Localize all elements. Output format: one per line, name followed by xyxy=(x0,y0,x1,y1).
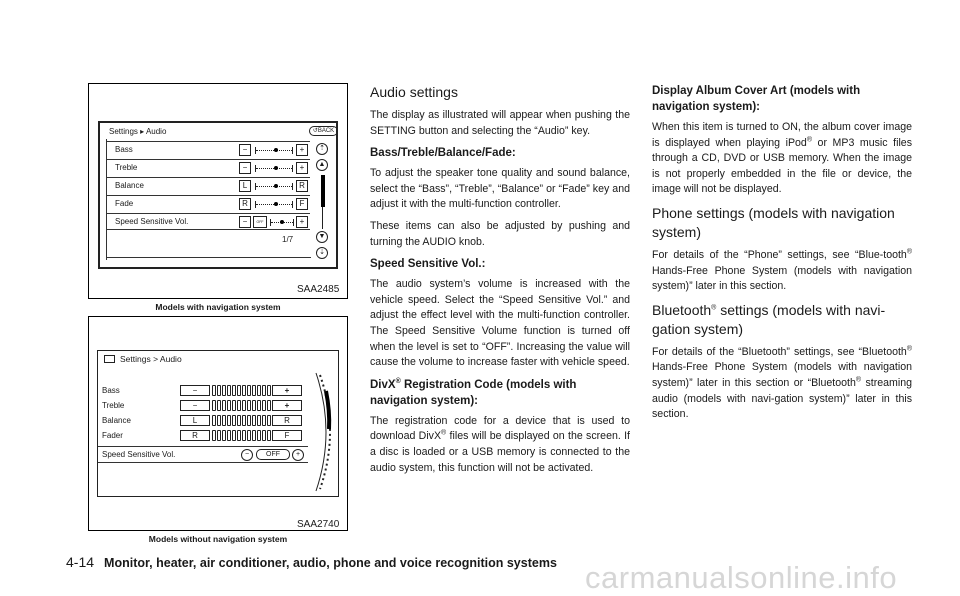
level-bar[interactable] xyxy=(212,415,271,426)
paragraph-text: Hands-Free Phone System (models with navigation system)” later in this section or “Bluetooth xyxy=(652,361,912,389)
paragraph-text: For details of the “Phone” settings, see “Blue-tooth xyxy=(652,248,907,261)
list-item-label: Fader xyxy=(102,431,123,440)
list-bottom-line xyxy=(106,257,311,258)
list-item-label: Bass xyxy=(102,386,120,395)
slider-bar[interactable] xyxy=(255,147,293,154)
slider-bar[interactable] xyxy=(255,201,293,208)
heading-text: DivX xyxy=(370,378,396,391)
off-button[interactable]: OFF xyxy=(253,216,267,228)
paragraph-speed: The audio system’s volume is increased with the vehicle speed. Select the “Speed Sensitive Vol.” and adjust the effect level with the multi-function controller. The Speed Sensitive Volume function is turned off when the level is set to “OFF”. Increasing the value will cause the volume to increase faster with vehicle speed. xyxy=(370,278,630,369)
slider-knob[interactable] xyxy=(280,220,284,224)
plus-button[interactable]: + xyxy=(296,162,308,174)
breadcrumb-audio: Audio xyxy=(145,127,167,136)
plus-button[interactable]: + xyxy=(292,449,304,461)
page-indicator: 1/7 xyxy=(282,235,294,244)
list-item-label: Balance xyxy=(115,181,144,190)
paragraph-phone xyxy=(652,248,912,295)
list-item-fader[interactable] xyxy=(98,428,308,445)
breadcrumb-arrow-icon: ▸ xyxy=(140,127,145,136)
heading-text: Registration Code (models with navigation system): xyxy=(370,378,577,407)
page-footer xyxy=(66,554,557,570)
level-bar[interactable] xyxy=(212,385,271,396)
list-item-bass[interactable] xyxy=(107,141,310,158)
paragraph-text: When this item is turned to ON, the album cover image is displayed when playing iPod xyxy=(652,121,912,149)
heading-text: Bluetooth xyxy=(652,301,712,318)
list-item-label: Balance xyxy=(102,416,131,425)
paragraph-text: files will be displayed on the screen. If a disc is loaded or a USB memory is connected to the audio system, this function will not be activated. xyxy=(370,430,630,474)
paragraph-bass: To adjust the speaker tone quality and sound balance, select the “Bass”, “Treble”, “Balance” or “Fade” key and adjust it with the multi-function controller. xyxy=(370,167,630,211)
registered-mark: ® xyxy=(806,136,812,144)
scroll-up-icon[interactable]: ▲ xyxy=(316,159,328,171)
minus-button[interactable]: − xyxy=(239,144,251,156)
section-title: Monitor, heater, air conditioner, audio, phone and voice recognition systems xyxy=(104,556,557,570)
paragraph-text: The registration code for a device that is used to download DivX xyxy=(370,414,630,443)
text-column-1 xyxy=(370,83,630,482)
list-item-label: Bass xyxy=(115,145,133,154)
left-button[interactable]: L xyxy=(180,415,210,426)
slider-knob[interactable] xyxy=(274,202,278,206)
heading-album-cover: Display Album Cover Art (models with navigation system): xyxy=(652,85,861,113)
settings-list xyxy=(98,367,308,493)
figure-caption: Models with navigation system xyxy=(155,302,281,312)
list-item-treble[interactable] xyxy=(107,159,310,176)
paragraph-text: For details of the “Bluetooth” settings, see “Bluetooth xyxy=(652,345,907,358)
slider-knob[interactable] xyxy=(274,166,278,170)
list-item-label: Treble xyxy=(102,401,125,410)
settings-list xyxy=(106,139,309,260)
figure-code: SAA2740 xyxy=(297,519,340,530)
scroll-down-icon[interactable]: ▼ xyxy=(316,231,328,243)
heading-divx xyxy=(370,377,630,409)
paragraph-display: The display as illustrated will appear when pushing the SETTING button and selecting the “Audio” key. xyxy=(370,109,630,137)
rear-button[interactable]: R xyxy=(239,198,251,210)
breadcrumb-settings: Settings xyxy=(109,127,138,136)
scroll-top-icon[interactable]: ⇡ xyxy=(316,143,328,155)
paragraph-divx xyxy=(370,414,630,476)
paragraph-text: streaming audio (models with navi-gation system)” later in this section. xyxy=(652,376,912,421)
registered-mark: ® xyxy=(711,304,717,312)
figure-navigation-audio xyxy=(88,83,348,299)
slider-bar[interactable] xyxy=(255,183,293,190)
back-label: BACK xyxy=(317,128,335,134)
registered-mark: ® xyxy=(395,377,401,385)
list-item-balance[interactable] xyxy=(107,177,310,194)
minus-button[interactable]: − xyxy=(241,449,253,461)
breadcrumb: Settings > Audio xyxy=(120,354,182,364)
paragraph-bluetooth xyxy=(652,345,912,423)
minus-button[interactable]: − xyxy=(180,400,210,411)
breadcrumb xyxy=(109,127,166,136)
front-button[interactable]: F xyxy=(272,430,302,441)
page-number: 4-14 xyxy=(66,554,95,570)
plus-button[interactable]: + xyxy=(272,400,302,411)
slider-knob[interactable] xyxy=(274,184,278,188)
list-item-speed-sensitive[interactable] xyxy=(98,446,308,463)
paragraph-text: Hands-Free Phone System (models with navigation system)” later in this section. xyxy=(652,264,912,293)
slider-bar[interactable] xyxy=(270,219,294,226)
minus-button[interactable]: − xyxy=(239,162,251,174)
list-item-speed-sensitive[interactable] xyxy=(107,213,310,230)
figure-no-navigation-audio xyxy=(88,316,348,531)
scroll-gauge[interactable] xyxy=(310,371,338,493)
settings-menu-icon xyxy=(104,355,115,363)
watermark: carmanualsonline.info xyxy=(585,560,898,595)
text-column-2 xyxy=(652,83,912,429)
figure-caption: Models without navigation system xyxy=(148,534,288,544)
heading-audio-settings: Audio settings xyxy=(370,84,458,100)
back-button[interactable] xyxy=(309,126,338,136)
paragraph-knob: These items can also be adjusted by pushing and turning the AUDIO knob. xyxy=(370,219,630,248)
registered-mark: ® xyxy=(906,248,912,256)
heading-bluetooth-settings xyxy=(652,301,912,339)
slider-bar[interactable] xyxy=(255,165,293,172)
registered-mark: ® xyxy=(441,429,447,437)
level-bar[interactable] xyxy=(212,400,271,411)
heading-phone-settings: Phone settings (models with navigation system) xyxy=(652,204,895,240)
list-item-label: Speed Sensitive Vol. xyxy=(102,450,176,459)
heading-text: settings (models with navi-gation system) xyxy=(652,301,886,337)
level-bar[interactable] xyxy=(212,430,271,441)
list-item-label: Treble xyxy=(115,163,138,172)
plus-button[interactable]: + xyxy=(296,216,308,228)
paragraph-text: or MP3 music files through a CD, DVD or USB memory. When the image is not properly embedded in the file or device, the image will not be displayed. xyxy=(652,136,912,196)
minus-button[interactable]: − xyxy=(180,385,210,396)
list-item-label: Fade xyxy=(115,199,134,208)
audio-screen-no-navigation xyxy=(97,350,339,497)
left-button[interactable]: L xyxy=(239,180,251,192)
rear-button[interactable]: R xyxy=(180,430,210,441)
scrollbar-track[interactable] xyxy=(322,207,324,229)
back-arrow-icon: ↺ xyxy=(312,128,318,134)
heading-bass-treble: Bass/Treble/Balance/Fade: xyxy=(370,147,516,160)
front-button[interactable]: F xyxy=(296,198,308,210)
list-item-fade[interactable] xyxy=(107,195,310,212)
plus-button[interactable]: + xyxy=(296,144,308,156)
scrollbar-thumb[interactable] xyxy=(321,175,325,207)
paragraph-album xyxy=(652,120,912,198)
minus-button[interactable]: − xyxy=(239,216,251,228)
right-button[interactable]: R xyxy=(272,415,302,426)
figure-code: SAA2485 xyxy=(297,284,340,295)
plus-button[interactable]: + xyxy=(272,385,302,396)
list-item-label: Speed Sensitive Vol. xyxy=(115,217,189,226)
audio-screen-navigation xyxy=(98,121,338,269)
heading-speed-sensitive: Speed Sensitive Vol.: xyxy=(370,258,486,271)
right-button[interactable]: R xyxy=(296,180,308,192)
scroll-bottom-icon[interactable]: ⇣ xyxy=(316,247,328,259)
slider-knob[interactable] xyxy=(274,148,278,152)
off-value[interactable]: OFF xyxy=(256,449,290,460)
registered-mark: ® xyxy=(855,376,862,384)
registered-mark: ® xyxy=(906,345,912,353)
